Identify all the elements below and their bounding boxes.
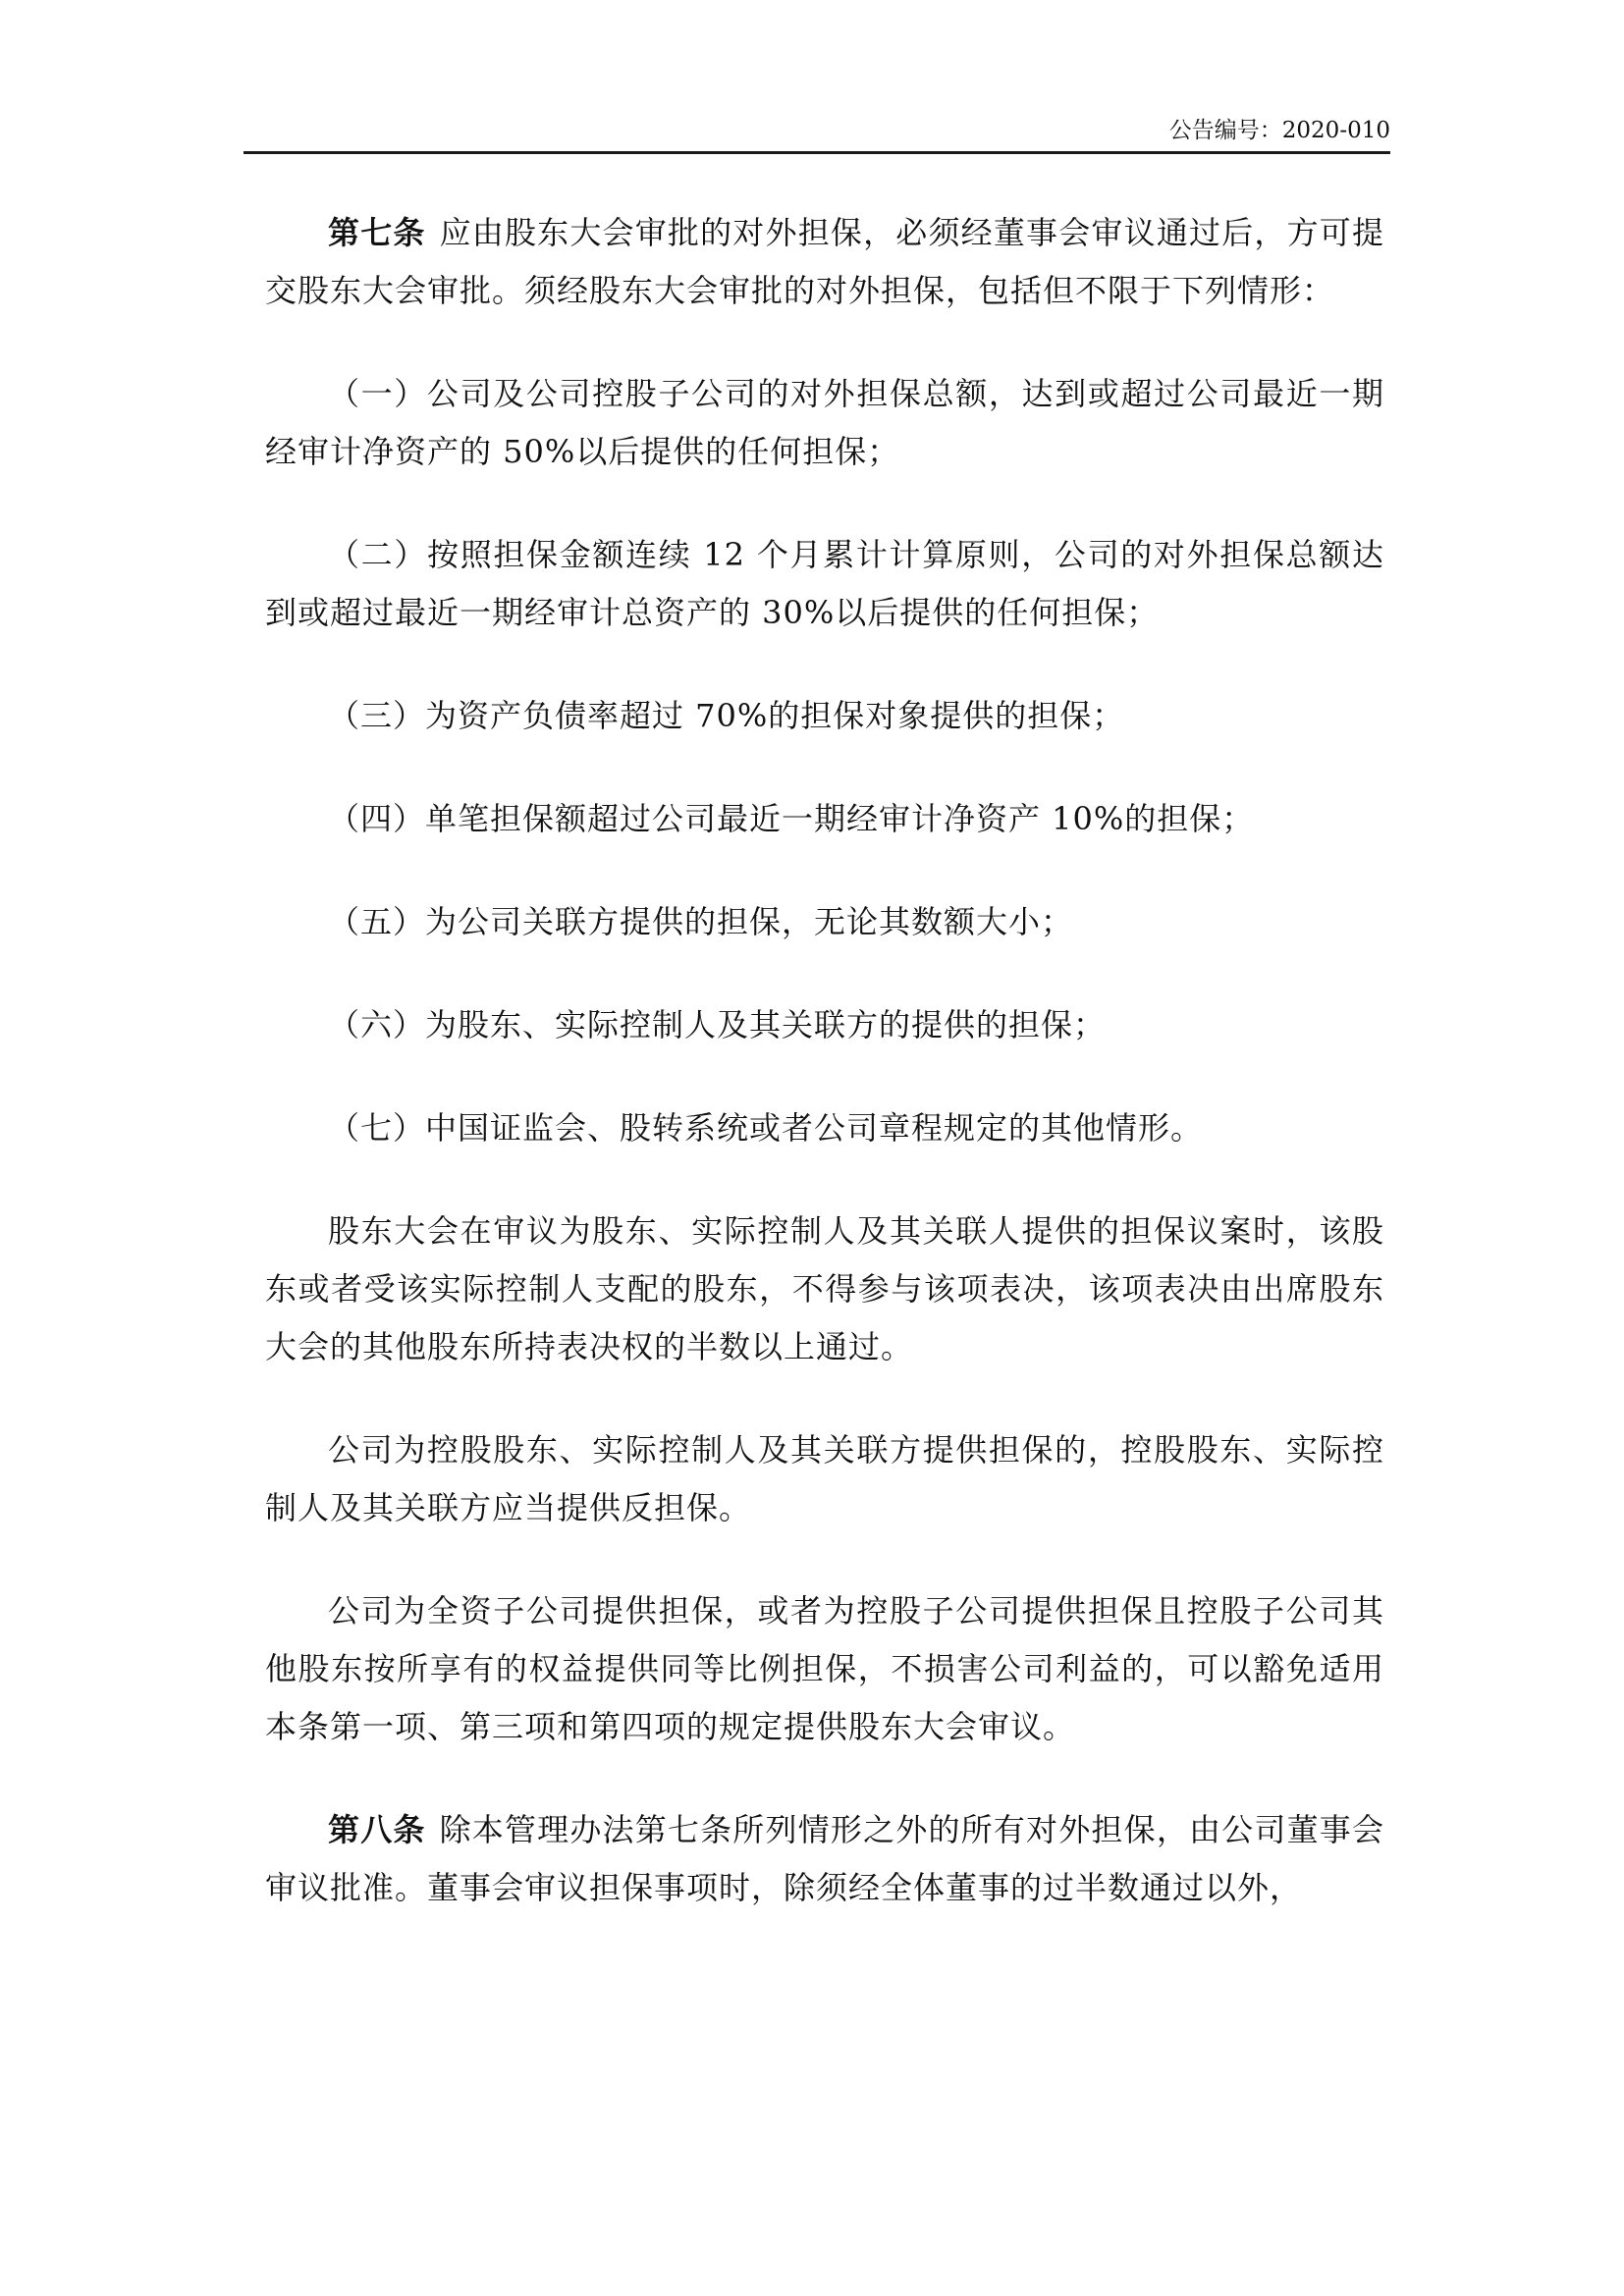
paragraph-exemption: 公司为全资子公司提供担保，或者为控股子公司提供担保且控股子公司其他股东按所享有的权益提供同等比例担保，不损害公司利益的，可以豁免适用本条第一项、第三项和第四项的规定提供股东大会审议。 — [265, 1592, 1384, 1745]
list-item-1: （一）公司及公司控股子公司的对外担保总额，达到或超过公司最近一期经审计净资产的 50%以后提供的任何担保； — [265, 375, 1384, 470]
article-7 — [265, 204, 1384, 320]
paragraph-voting: 股东大会在审议为股东、实际控制人及其关联人提供的担保议案时，该股东或者受该实际控制人支配的股东，不得参与该项表决，该项表决由出席股东大会的其他股东所持表决权的半数以上通过。 — [265, 1212, 1384, 1365]
list-item-7: （七）中国证监会、股转系统或者公司章程规定的其他情形。 — [328, 1109, 1204, 1147]
page-header — [244, 116, 1390, 154]
paragraph-counter-guarantee: 公司为控股股东、实际控制人及其关联方提供担保的，控股股东、实际控制人及其关联方应当提供反担保。 — [265, 1431, 1384, 1526]
article-8-heading: 第八条 — [328, 1811, 426, 1848]
list-item-5: （五）为公司关联方提供的担保，无论其数额大小； — [328, 903, 1074, 940]
list-item-3: （三）为资产负债率超过 70%的担保对象提供的担保； — [328, 697, 1125, 734]
article-7-text: 应由股东大会审批的对外担保，必须经董事会审议通过后，方可提交股东大会审批。须经股东大会审批的对外担保，包括但不限于下列情形： — [265, 214, 1384, 309]
article-8 — [265, 1801, 1384, 1917]
article-8-text: 除本管理办法第七条所列情形之外的所有对外担保，由公司董事会审议批准。董事会审议担保事项时，除须经全体董事的过半数通过以外， — [265, 1811, 1384, 1906]
list-item-2: （二）按照担保金额连续 12 个月累计计算原则，公司的对外担保总额达到或超过最近一期经审计总资产的 30%以后提供的任何担保； — [265, 536, 1384, 631]
list-item-4: （四）单笔担保额超过公司最近一期经审计净资产 10%的担保； — [328, 800, 1255, 837]
announcement-number: 公告编号：2020-010 — [1168, 118, 1390, 143]
document-body — [265, 204, 1384, 1962]
article-7-heading: 第七条 — [328, 214, 426, 251]
list-item-6: （六）为股东、实际控制人及其关联方的提供的担保； — [328, 1006, 1107, 1043]
